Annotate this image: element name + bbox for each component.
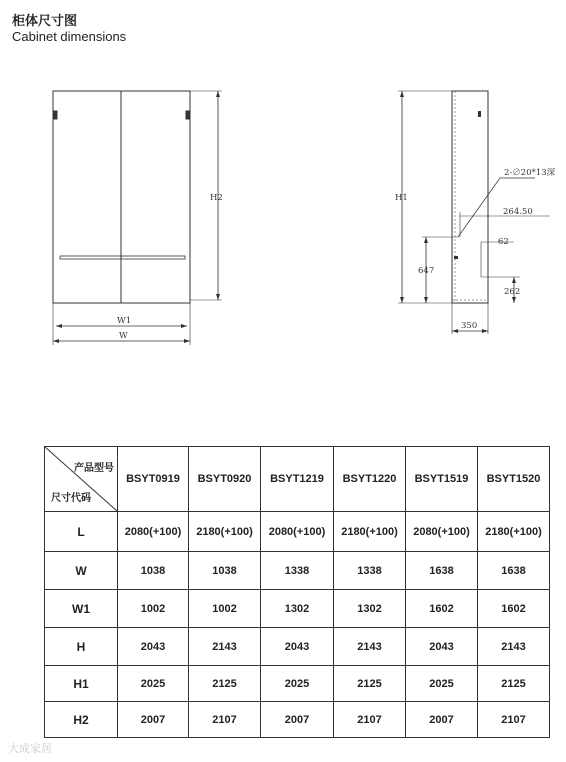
- row-code: H2: [45, 702, 118, 738]
- dim-647: 647: [418, 266, 435, 276]
- table-cell: 1338: [261, 552, 334, 590]
- cabinet-drawing: [0, 80, 566, 370]
- table-header-row: [45, 447, 550, 512]
- model-header: BSYT1220: [334, 447, 406, 512]
- corner-cell: [45, 447, 118, 512]
- table-cell: 2080(+100): [261, 512, 334, 552]
- table-cell: 2107: [189, 702, 261, 738]
- table-cell: 2107: [478, 702, 550, 738]
- dim-w: W: [119, 331, 128, 341]
- model-header: BSYT1219: [261, 447, 334, 512]
- row-code: W: [45, 552, 118, 590]
- dim-h2: H2: [210, 193, 223, 203]
- corner-label-code: 尺寸代码: [51, 493, 91, 504]
- right-hinge: [186, 111, 189, 119]
- table-row: [45, 590, 550, 628]
- table-cell: 1302: [334, 590, 406, 628]
- table-cell: 2025: [118, 666, 189, 702]
- shelf-bar: [60, 256, 185, 259]
- table-cell: 2080(+100): [118, 512, 189, 552]
- table-cell: 1002: [118, 590, 189, 628]
- table-cell: 1038: [118, 552, 189, 590]
- dim-262: 262: [504, 287, 521, 297]
- table-cell: 2007: [406, 702, 478, 738]
- table-cell: 1638: [478, 552, 550, 590]
- table-cell: 2025: [406, 666, 478, 702]
- table-row: [45, 512, 550, 552]
- dim-w1: W1: [117, 316, 132, 326]
- table-cell: 1002: [189, 590, 261, 628]
- table-cell: 1038: [189, 552, 261, 590]
- table-cell: 2125: [334, 666, 406, 702]
- table-cell: 1638: [406, 552, 478, 590]
- model-header: BSYT1519: [406, 447, 478, 512]
- dim-62: 62: [498, 237, 509, 247]
- model-header: BSYT0919: [118, 447, 189, 512]
- table-cell: 1338: [334, 552, 406, 590]
- table-cell: 2080(+100): [406, 512, 478, 552]
- table-row: [45, 666, 550, 702]
- row-code: H1: [45, 666, 118, 702]
- table-cell: 2125: [478, 666, 550, 702]
- table-cell: 2143: [334, 628, 406, 666]
- row-code: H: [45, 628, 118, 666]
- table-cell: 2107: [334, 702, 406, 738]
- table-cell: 2180(+100): [189, 512, 261, 552]
- page-title-chinese: 柜体尺寸图: [12, 14, 78, 29]
- table-cell: 2125: [189, 666, 261, 702]
- table-cell: 2043: [261, 628, 334, 666]
- table-row: [45, 702, 550, 738]
- model-header: BSYT0920: [189, 447, 261, 512]
- table-cell: 2043: [406, 628, 478, 666]
- model-header: BSYT1520: [478, 447, 550, 512]
- table-cell: 2180(+100): [334, 512, 406, 552]
- table-cell: 2143: [189, 628, 261, 666]
- side-cabinet-outline: [452, 91, 488, 303]
- table-cell: 2180(+100): [478, 512, 550, 552]
- row-code: W1: [45, 590, 118, 628]
- table-cell: 2025: [261, 666, 334, 702]
- table-cell: 2043: [118, 628, 189, 666]
- page-title-english: Cabinet dimensions: [12, 29, 127, 44]
- dim-hole-label: 2-∅20*13深: [504, 168, 556, 178]
- watermark: 大成家居: [8, 742, 52, 755]
- table-cell: 1602: [406, 590, 478, 628]
- row-code: L: [45, 512, 118, 552]
- dim-264: 264.50: [503, 207, 533, 217]
- corner-label-model: 产品型号: [74, 463, 114, 474]
- table-row: [45, 552, 550, 590]
- left-hinge: [54, 111, 57, 119]
- table-cell: 2143: [478, 628, 550, 666]
- table-cell: 2007: [118, 702, 189, 738]
- spec-table: [44, 446, 550, 738]
- table-cell: 1302: [261, 590, 334, 628]
- table-cell: 1602: [478, 590, 550, 628]
- table-cell: 2007: [261, 702, 334, 738]
- dim-350: 350: [461, 321, 478, 331]
- table-row: [45, 628, 550, 666]
- dim-h1: H1: [395, 193, 408, 203]
